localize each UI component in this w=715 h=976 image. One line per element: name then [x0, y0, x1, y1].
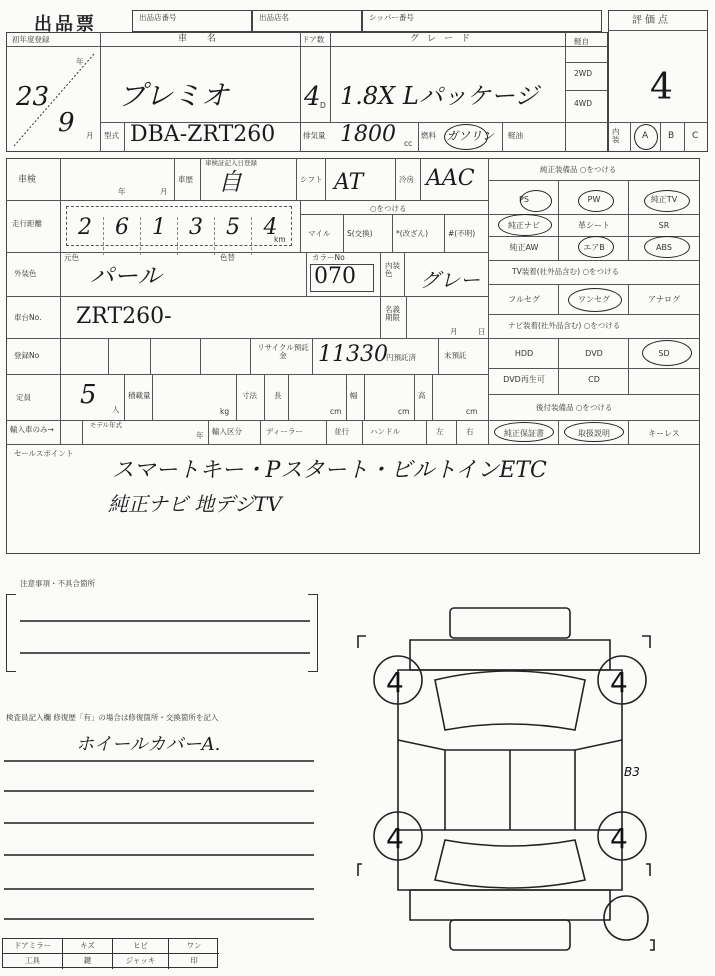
tire-grade-front-right: 4 — [610, 666, 628, 699]
size-length: 長 — [274, 391, 282, 400]
tire-grade-rear-left: 4 — [386, 822, 404, 855]
size-unit-2: cm — [398, 407, 410, 416]
other-fuel: 軽油 — [508, 131, 523, 140]
size-width: 幅 — [350, 391, 358, 400]
inspector-text: ホイールカバーA. — [76, 734, 221, 755]
color-label: 外装色 — [14, 269, 37, 278]
car-name-value: プレミオ — [118, 79, 229, 112]
recycle-unpaid: 未預託 — [444, 351, 467, 360]
displacement-label: 排気量 — [303, 131, 326, 140]
import-model: モデル年式 — [89, 421, 123, 429]
footer-jack: ジャッキ — [113, 954, 169, 969]
mileage-circle-note: ○をつける — [370, 204, 407, 213]
extra-warranty: 純正保証書 — [504, 429, 544, 438]
doors-value: 4 — [304, 82, 321, 112]
import-opt-handle: ハンドル — [370, 427, 400, 436]
chassis-value: ZRT260- — [76, 304, 172, 329]
size-unit-3: cm — [466, 407, 478, 416]
extra-manual: 取扱説明 — [578, 429, 610, 438]
term-month: 月 — [450, 327, 458, 336]
inspector-label: 検査員記入欄 修復歴「有」の場合は修復箇所・交換箇所を記入 — [6, 713, 219, 722]
mileage-opt-star: *(改ざん) — [396, 229, 429, 238]
interior-a-circle — [634, 124, 658, 150]
footer-tools: 工具 — [3, 954, 63, 969]
size-height: 高 — [418, 391, 426, 400]
genuine-aw: 純正AW — [509, 243, 539, 252]
import-opt-parallel: 並行 — [334, 427, 349, 436]
navi-hdd: HDD — [514, 349, 534, 358]
navi-dvd: DVD — [585, 349, 603, 358]
notes-label: 注意事項・不具合箇所 — [20, 579, 95, 588]
2wd-label: 2WD — [574, 69, 592, 78]
chassis-label: 車台No. — [14, 313, 42, 322]
genuine-leather: 革シート — [578, 221, 610, 230]
interior-label: 内装 — [612, 127, 620, 144]
dvd-play: DVD再生可 — [503, 375, 545, 384]
interior-opt-b: B — [668, 131, 675, 141]
car-type-value: 自 — [218, 168, 242, 196]
footer-crack: ヒビ — [113, 939, 169, 954]
tire-grade-rear-right: 4 — [610, 822, 628, 855]
size-unit-1: cm — [330, 407, 342, 416]
color-value: パール — [90, 262, 162, 290]
doors-unit: D — [320, 101, 326, 110]
car-name-label: 車名 — [178, 34, 237, 44]
capacity-value: 5 — [80, 380, 97, 410]
form-title: 出品票 — [34, 14, 97, 35]
recycle-value: 11330 — [318, 342, 388, 367]
footer-table — [2, 938, 218, 968]
reg-label: 登録No — [14, 351, 40, 360]
genuine-abs: ABS — [656, 243, 672, 252]
shaken-month: 月 — [160, 187, 168, 196]
grade-label: 評価点 — [632, 15, 671, 26]
genuine-ps: PS — [519, 195, 529, 204]
recycle-label: リサイクル預託金 — [257, 343, 309, 360]
load-unit: kg — [220, 407, 230, 416]
mileage-digit: 5 — [215, 217, 252, 255]
shaken-label: 車検 — [18, 175, 37, 185]
car-diagram — [340, 600, 680, 970]
displacement-value: 1800 — [340, 122, 396, 147]
header-field-shipper-no: シッパー番号 — [362, 10, 602, 32]
year-label: 初年度登録 — [12, 35, 50, 44]
import-label: 輸入車のみ→ — [10, 425, 54, 434]
term-day: 日 — [478, 327, 486, 336]
footer-key: 鍵 — [63, 954, 113, 969]
interior-opt-a: A — [642, 131, 649, 141]
year-value: 23 — [16, 82, 50, 112]
interior-color-label: 内装色 — [385, 261, 400, 278]
genuine-sr: SR — [658, 221, 670, 230]
month-unit: 月 — [86, 131, 94, 140]
model-label: 型式 — [104, 131, 119, 140]
footer-seal: 印 — [190, 956, 198, 965]
import-opt-left: 左 — [436, 427, 444, 436]
sales-line2: 純正ナビ 地デジTV — [108, 492, 282, 516]
damage-mark-b3: B3 — [624, 765, 640, 779]
tv-oneseg: ワンセグ — [578, 295, 610, 304]
capacity-label: 定員 — [16, 393, 31, 402]
color-no-value: 070 — [314, 264, 356, 289]
doors-label: ドア数 — [302, 35, 325, 44]
genuine-pw: PW — [587, 195, 601, 204]
car-type-label: 車歴 — [178, 175, 193, 184]
navi-title: ナビ装着(社外品含む) ○をつける — [508, 321, 621, 330]
4wd-label: 4WD — [574, 99, 592, 108]
genuine-airbag: エアB — [583, 243, 605, 252]
sales-label: セールスポイント — [14, 449, 74, 458]
import-opt-dealer: ディーラー — [266, 427, 303, 436]
header-field-dealer-no: 出品店番号 — [132, 10, 252, 32]
mileage-digit: 4 — [263, 215, 278, 240]
dvd-cd: CD — [588, 375, 600, 384]
extra-title: 後付装備品 ○をつける — [536, 403, 613, 412]
mileage-digit: 1 — [141, 217, 178, 255]
grade-value: 4 — [650, 67, 673, 108]
fuel-circle — [444, 124, 488, 150]
model-value: DBA-ZRT260 — [130, 122, 276, 147]
shift-value: AT — [334, 170, 364, 195]
mileage-opt-s: S(交換) — [347, 229, 373, 238]
import-category: 輸入区分 — [212, 427, 242, 436]
shaken-year: 年 — [118, 187, 126, 196]
import-opt-right: 右 — [466, 427, 474, 436]
ac-label: 冷房 — [399, 175, 414, 184]
kei-label: 軽自 — [574, 37, 589, 46]
mileage-digit: 2 — [67, 217, 104, 255]
footer-dent: ワン — [169, 939, 219, 954]
genuine-tv: 純正TV — [650, 195, 678, 204]
interior-opt-c: C — [692, 131, 699, 141]
grade-text-value: 1.8X Lパッケージ — [340, 82, 539, 110]
fuel-label: 燃料 — [421, 131, 436, 140]
extra-keyless: キーレス — [648, 429, 680, 438]
footer-door-mirror: ドアミラー — [3, 939, 63, 954]
term-label: 名義期限 — [385, 305, 400, 322]
color-sub1: 元色 — [64, 253, 79, 262]
recycle-unit: 円預託済 — [386, 353, 416, 362]
genuine-title: 純正装備品 ○をつける — [540, 165, 617, 174]
month-value: 9 — [58, 108, 75, 138]
ac-value: AAC — [426, 166, 475, 191]
sales-line1: スマートキー・Pスタート・ビルトインETC — [112, 458, 547, 483]
import-year: 年 — [196, 431, 204, 440]
mileage-opt-mile: マイル — [308, 229, 331, 238]
car-type-note: 車検証記入日登録 — [205, 159, 257, 167]
year-unit: 年 — [76, 57, 84, 66]
shift-label: シフト — [300, 175, 323, 184]
displacement-unit: cc — [404, 139, 413, 148]
genuine-navi: 純正ナビ — [508, 221, 540, 230]
mileage-digit: 6 — [104, 217, 141, 255]
mileage-digits — [66, 206, 292, 246]
mileage-unit: km — [274, 235, 286, 244]
footer-scratch: キズ — [63, 939, 113, 954]
color-no-label: カラーNo — [312, 253, 345, 262]
capacity-unit: 人 — [112, 405, 120, 414]
tire-grade-front-left: 4 — [386, 666, 404, 699]
grade-col-label: グレード — [410, 34, 479, 44]
mileage-digit: 3 — [178, 217, 215, 255]
tv-analog: アナログ — [648, 295, 680, 304]
tv-fullseg: フルセグ — [508, 295, 540, 304]
size-label: 寸法 — [242, 391, 257, 400]
navi-sd: SD — [658, 349, 670, 358]
load-label: 積載量 — [128, 391, 151, 400]
fuel-value: ガソリン — [446, 129, 495, 143]
mileage-label: 走行距離 — [12, 219, 42, 228]
header-field-dealer-name: 出品店名 — [252, 10, 362, 32]
color-sub2: 色替 — [220, 253, 235, 262]
tv-title: TV装着(社外品含む) ○をつける — [512, 267, 619, 276]
interior-color-value: グレー — [420, 268, 480, 292]
mileage-opt-hash: #(不明) — [448, 229, 476, 238]
